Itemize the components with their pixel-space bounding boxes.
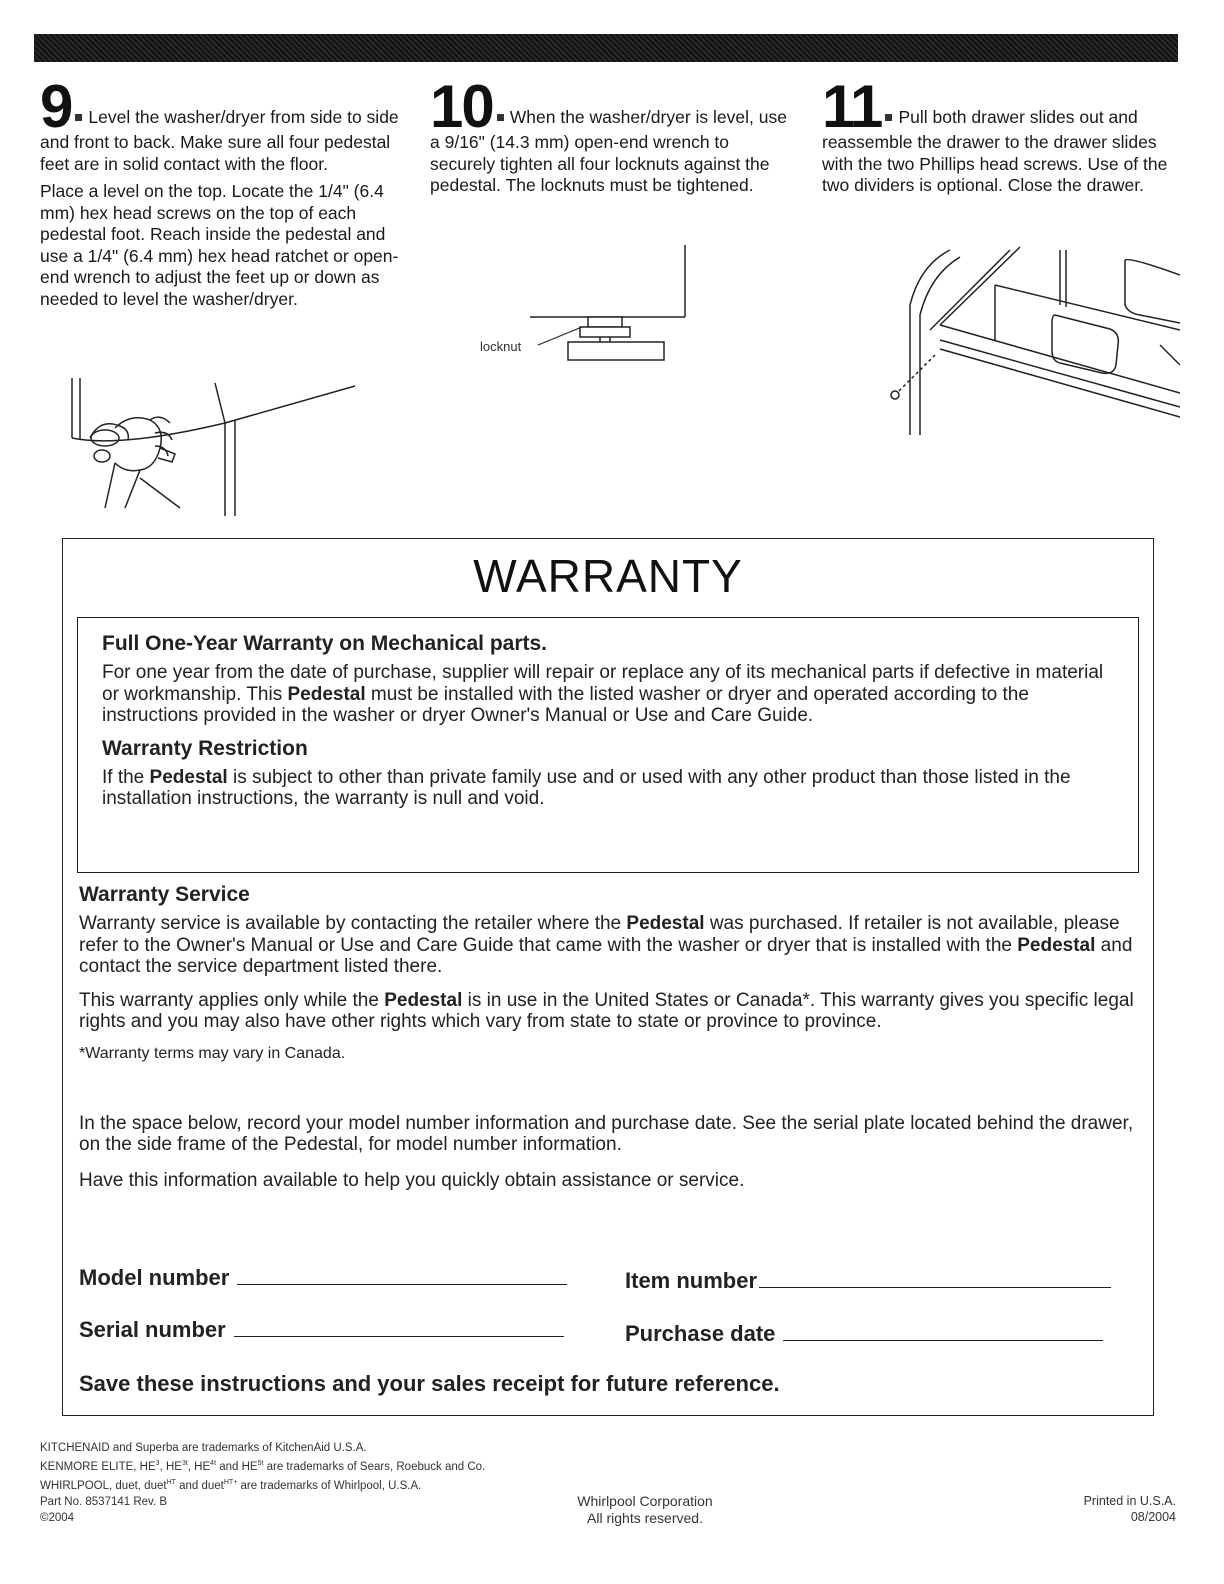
drawer-illustration (880, 245, 1180, 435)
trademark-line-1: KITCHENAID and Superba are trademarks of KitchenAid U.S.A. (40, 1442, 367, 1454)
trademark-line-2 (40, 1456, 485, 1475)
restriction-text-part-2: is subject to other than private family use and or used with any other product than those listed in the installation instructions, the warranty is null and void. (102, 766, 1071, 809)
tm2-part-a: KENMORE ELITE, HE (40, 1460, 156, 1473)
model-number-field[interactable] (79, 1265, 567, 1291)
tm3-part-a: WHIRLPOOL, duet, duet (40, 1479, 167, 1492)
purchase-date-field[interactable] (625, 1321, 1103, 1347)
locknut-label: locknut (480, 339, 522, 354)
leveling-illustration (60, 378, 370, 518)
full-warranty-text (102, 662, 1114, 727)
purchase-date-label: Purchase date (625, 1321, 776, 1346)
pedestal-term: Pedestal (384, 989, 463, 1011)
locknut-diagram-icon (470, 245, 700, 375)
pedestal-term: Pedestal (149, 766, 228, 788)
header-bar (34, 34, 1178, 62)
footer-print-info (1084, 1493, 1176, 1525)
item-number-label: Item number (625, 1268, 758, 1293)
rights-reserved: All rights reserved. (587, 1510, 703, 1526)
tm2-sup-2: 3t (181, 1460, 188, 1467)
step-11-text-1: Pull both drawer slides out and reassemble the drawer to the drawer slides with the two Phillips head screws. Use of the two dividers is optional. Close the drawer. (822, 107, 1168, 195)
step-11 (822, 73, 1182, 203)
applies-text-part-2: is in use in the United States or Canada*. This warranty gives you specific legal rights and you may also have other rights which vary from state to state or province to province. (79, 989, 1134, 1032)
bullet-icon (75, 114, 82, 121)
tm2-part-e: are trademarks of Sears, Roebuck and Co. (263, 1460, 486, 1473)
step-10-paragraph-1 (430, 73, 790, 197)
service-text-part-3: and contact the service department listed there. (79, 934, 1133, 977)
print-date: 08/2004 (1130, 1510, 1176, 1524)
step-11-paragraph-1 (822, 73, 1182, 197)
service-text (79, 913, 1139, 978)
bullet-icon (497, 114, 504, 121)
footer-trademarks (40, 1440, 485, 1526)
company-name: Whirlpool Corporation (577, 1493, 713, 1509)
step-9-number: 9 (40, 73, 72, 140)
hand-wrench-icon (60, 378, 370, 518)
full-warranty-text-part-2: must be installed with the listed washer or dryer and operated according to the instructions provided in the washer or dryer Owner's Manual or Use and Care Guide. (102, 683, 1029, 726)
restriction-text (102, 767, 1114, 810)
step-9-text-2: Place a level on the top. Locate the 1/4" (6.4 mm) hex head screws on the top of each pedestal foot. Reach inside the pedestal and use a 1/4" (6.4 mm) hex head ratchet or open-end wrench to adjust the feet up or down as needed to level the washer/dryer. (40, 181, 399, 309)
warranty-service-section (79, 883, 1139, 1199)
tm3-part-c: are trademarks of Whirlpool, U.S.A. (237, 1479, 422, 1492)
model-number-label: Model number (79, 1265, 230, 1290)
printed-in: Printed in U.S.A. (1083, 1494, 1176, 1508)
canada-note: *Warranty terms may vary in Canada. (79, 1044, 346, 1062)
copyright: ©2004 (40, 1511, 75, 1524)
have-info-text: Have this information available to help you quickly obtain assistance or service. (79, 1169, 745, 1191)
tm3-part-b: and duet (175, 1479, 224, 1492)
pedestal-term: Pedestal (1017, 934, 1096, 956)
warranty-terms-box (77, 617, 1139, 873)
warranty-box (62, 538, 1154, 1416)
full-warranty-text-part-1: For one year from the date of purchase, supplier will repair or replace any of its mechanical parts if defective in material or workmanship. This (102, 662, 1104, 705)
record-text: In the space below, record your model number information and purchase date. See the serial plate located behind the drawer, on the side frame of the Pedestal, for model number information. (79, 1112, 1134, 1155)
serial-number-line[interactable] (234, 1335, 564, 1337)
footer-company (560, 1493, 730, 1527)
item-number-field[interactable] (625, 1268, 1111, 1294)
tm2-sup-1: 3 (155, 1460, 160, 1467)
tm2-sup-4: 5t (257, 1460, 264, 1467)
service-heading: Warranty Service (79, 883, 250, 906)
purchase-date-line[interactable] (783, 1339, 1103, 1341)
step-9 (40, 73, 400, 316)
step-10-number: 10 (430, 73, 493, 140)
restriction-heading: Warranty Restriction (102, 736, 308, 760)
trademark-line-3 (40, 1475, 485, 1494)
tm2-part-c: , HE (187, 1460, 211, 1473)
full-warranty-heading: Full One-Year Warranty on Mechanical parts. (102, 632, 548, 655)
warranty-title: WARRANTY (473, 550, 743, 602)
step-9-paragraph-1 (40, 73, 400, 175)
step-10-text-1: When the washer/dryer is level, use a 9/16" (14.3 mm) open-end wrench to securely tighten all four locknuts against the pedestal. The locknuts must be tightened. (430, 107, 787, 195)
part-number: Part No. 8537141 Rev. B (40, 1495, 167, 1508)
tm3-sup-2: HT+ (223, 1478, 238, 1486)
step-9-text-1: Level the washer/dryer from side to side and front to back. Make sure all four pedestal feet are in solid contact with the floor. (40, 107, 399, 174)
tm2-sup-3: 4t (210, 1460, 217, 1467)
service-text-part-2: was purchased. If retailer is not available, please refer to the Owner's Manual or Use and Care Guide that came with the washer or dryer that is installed with the (79, 913, 1120, 956)
save-note: Save these instructions and your sales receipt for future reference. (79, 1371, 780, 1396)
tm2-part-b: , HE (159, 1460, 182, 1473)
step-11-number: 11 (822, 73, 882, 140)
serial-number-label: Serial number (79, 1317, 226, 1342)
applies-text (79, 990, 1139, 1033)
item-number-line[interactable] (759, 1286, 1111, 1288)
serial-number-field[interactable] (79, 1317, 564, 1343)
service-text-part-1: Warranty service is available by contacting the retailer where the (79, 913, 627, 934)
restriction-text-part-1: If the (102, 766, 150, 788)
tm2-part-d: and HE (216, 1460, 258, 1473)
locknut-illustration (470, 245, 700, 375)
pedestal-term: Pedestal (287, 683, 366, 705)
step-10 (430, 73, 790, 203)
bullet-icon (885, 114, 892, 121)
applies-text-part-1: This warranty applies only while the (79, 989, 385, 1011)
pedestal-term: Pedestal (626, 913, 705, 934)
drawer-slide-icon (880, 245, 1180, 435)
model-number-line[interactable] (237, 1283, 567, 1285)
tm3-sup-1: HT (166, 1478, 176, 1486)
